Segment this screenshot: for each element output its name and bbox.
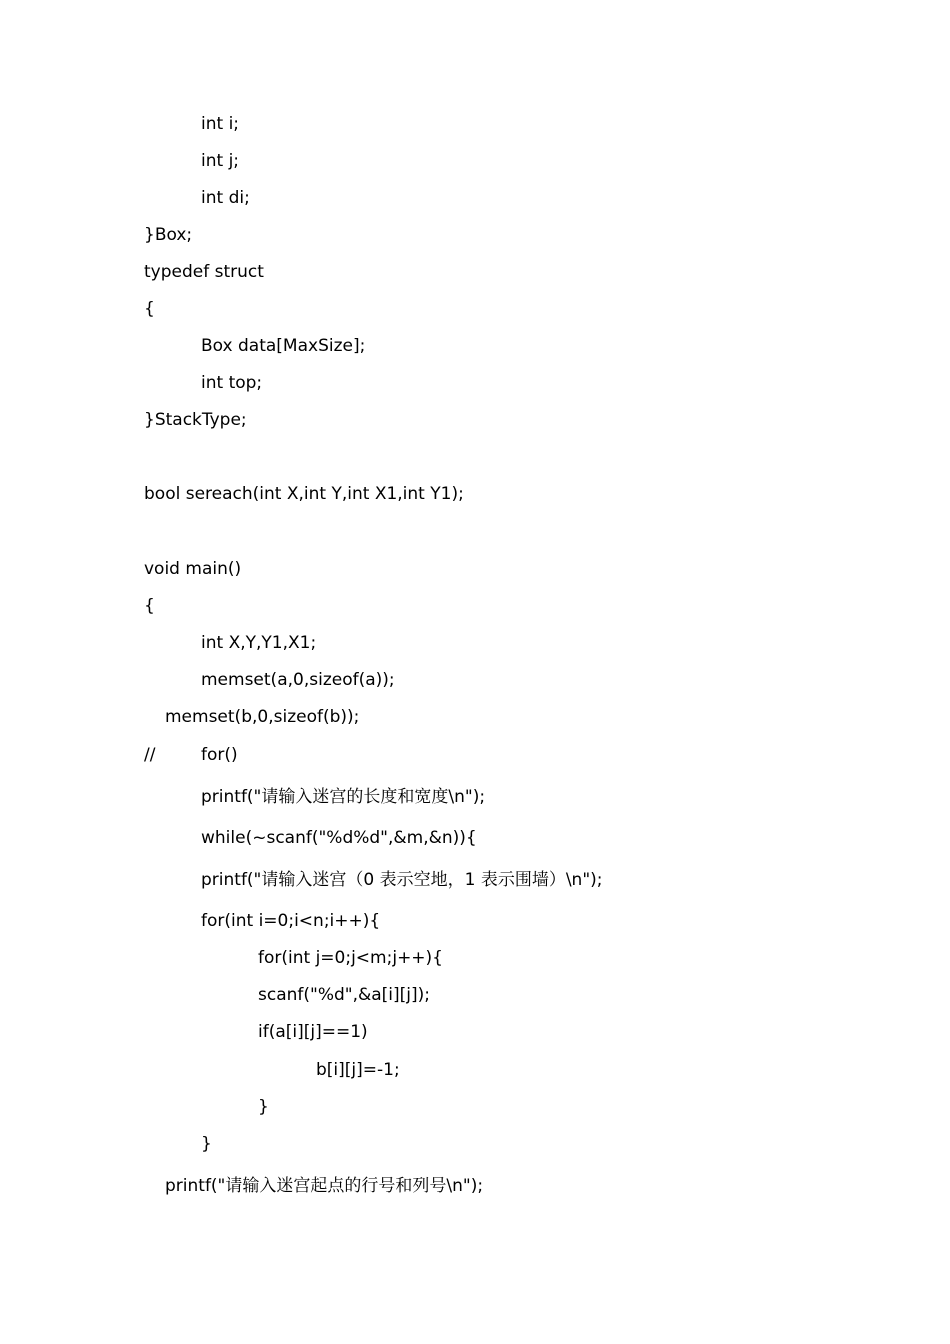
code-line: b[i][j]=-1; [316,1060,400,1080]
code-line: if(a[i][j]==1) [258,1022,368,1042]
code-line: typedef struct [144,262,264,282]
code-line: int i; [201,114,240,134]
code-line: } [258,1097,269,1117]
code-line: for(int j=0;j<m;j++){ [258,948,443,968]
code-line: int X,Y,Y1,X1; [201,633,317,653]
code-line: scanf("%d",&a[i][j]); [258,985,431,1005]
code-line: { [144,299,155,319]
code-line: while(~scanf("%d%d",&m,&n)){ [201,828,477,848]
code-line: Box data[MaxSize]; [201,336,366,356]
code-line: int di; [201,188,250,208]
code-line: int j; [201,151,240,171]
comment-mark: // [144,745,156,765]
code-line: int top; [201,373,263,393]
code-line: printf("请输入迷宫（0 表示空地，1 表示围墙）\n"); [201,870,603,890]
code-line: void main() [144,559,242,579]
code-line: }StackType; [144,410,247,430]
code-line: for() [201,745,238,765]
code-line: { [144,596,155,616]
code-line: bool sereach(int X,int Y,int X1,int Y1); [144,484,464,504]
code-line: }Box; [144,225,193,245]
code-line: memset(b,0,sizeof(b)); [165,707,360,727]
code-line: printf("请输入迷宫的长度和宽度\n"); [201,787,486,807]
code-line: for(int i=0;i<n;i++){ [201,911,381,931]
code-line: } [201,1134,212,1154]
code-line: printf("请输入迷宫起点的行号和列号\n"); [165,1176,484,1196]
code-line: memset(a,0,sizeof(a)); [201,670,395,690]
